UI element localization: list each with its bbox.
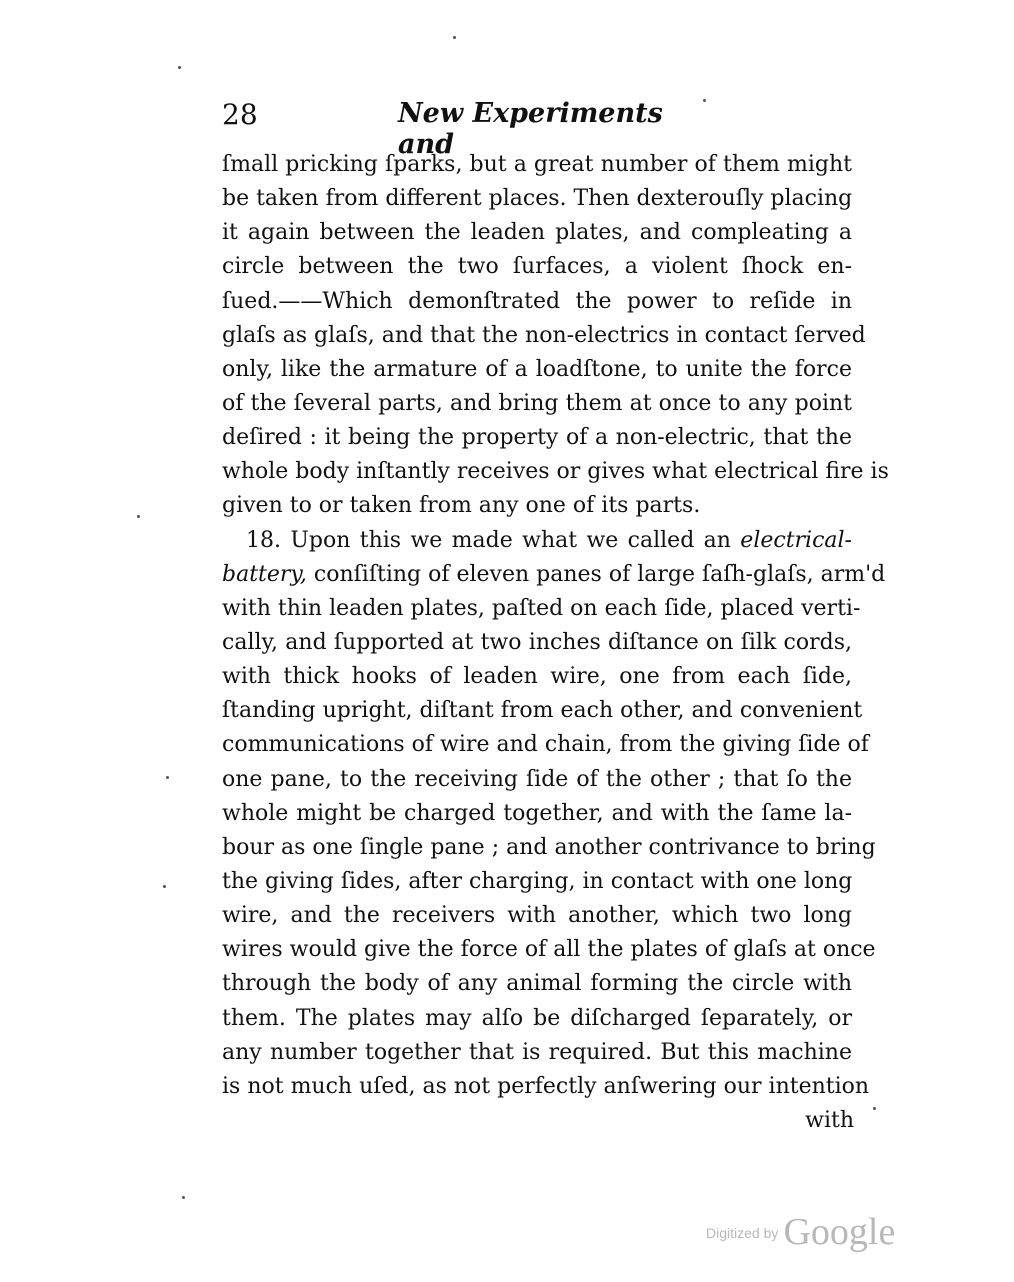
paragraph-2 <box>222 524 886 1104</box>
text-line: it again between the leaden plates, and compleating a <box>222 220 852 246</box>
text-line: ſmall pricking ſparks, but a great number of them might <box>222 152 852 177</box>
text-line: with thin leaden plates, paſted on each ſide, placed verti- <box>222 595 861 621</box>
text-line <box>222 524 852 558</box>
watermark-brand: Google <box>783 1211 896 1253</box>
text-line: with thick hooks of leaden wire, one from each ſide, <box>222 664 852 690</box>
text-line: through the body of any animal forming the circle with <box>222 971 852 997</box>
paragraph-start: 18. Upon this we made what we called an <box>246 527 741 553</box>
text-line: one pane, to the receiving ſide of the other ; that ſo the <box>222 766 852 792</box>
scan-speck <box>182 1196 185 1199</box>
text-line: be taken from different places. Then dexterouſly placing <box>222 186 853 212</box>
body-text <box>222 148 889 1104</box>
page-header <box>222 98 692 160</box>
text-line: ſtanding upright, diſtant from each other, and convenient <box>222 698 863 724</box>
text-line: only, like the armature of a loadſtone, to unite the force <box>222 356 852 382</box>
text-line: glaſs as glaſs, and that the non-electrics in contact ſerved <box>222 322 866 348</box>
page-number: 28 <box>222 98 258 131</box>
text-line: whole might be charged together, and with the ſame la- <box>222 800 852 826</box>
text-line: wire, and the receivers with another, which two long <box>222 903 852 929</box>
scan-speck <box>703 99 706 102</box>
text-line: given to or taken from any one of its parts. <box>222 493 701 519</box>
text-line: any number together that is required. But this machine <box>222 1039 852 1065</box>
text-line <box>222 558 886 592</box>
text-line: communications of wire and chain, from the giving ſide of <box>222 732 869 758</box>
scan-speck <box>178 66 181 69</box>
scan-speck <box>166 776 169 779</box>
text-line: of the ſeveral parts, and bring them at once to any point <box>222 390 852 416</box>
text-line: them. The plates may alſo be diſcharged ſeparately, or <box>222 1005 852 1031</box>
digitized-by-google-watermark <box>706 1210 916 1258</box>
text-line: cally, and ſupported at two inches diſtance on ſilk cords, <box>222 629 852 655</box>
text-line: is not much uſed, as not perfectly anſwering our intention <box>222 1073 870 1099</box>
text-line: bour as one ſingle pane ; and another contrivance to bring <box>222 834 876 860</box>
text-line: the giving ſides, after charging, in contact with one long <box>222 868 853 894</box>
term-electrical: electrical- <box>740 527 852 553</box>
text-line: deſired : it being the property of a non-electric, that the <box>222 425 852 451</box>
scan-speck <box>163 885 166 888</box>
scan-speck <box>873 1107 876 1110</box>
term-battery: battery, <box>222 561 307 587</box>
text-line: wires would give the force of all the plates of glaſs at once <box>222 937 876 963</box>
scan-speck <box>453 36 456 39</box>
catchword: with <box>805 1108 854 1133</box>
running-title: New Experiments and <box>398 98 663 160</box>
text-line: ſued.——Which demonſtrated the power to reſide in <box>222 288 852 314</box>
scan-speck <box>137 515 140 518</box>
text-line: whole body inſtantly receives or gives what electrical fire is <box>222 459 889 485</box>
watermark-prefix: Digitized by <box>706 1225 779 1241</box>
text-line: circle between the two ſurfaces, a violent ſhock en- <box>222 254 852 280</box>
paragraph-1 <box>222 148 889 524</box>
line-rest: conſiſting of eleven panes of large ſaſh-glaſs, arm'd <box>306 561 886 587</box>
